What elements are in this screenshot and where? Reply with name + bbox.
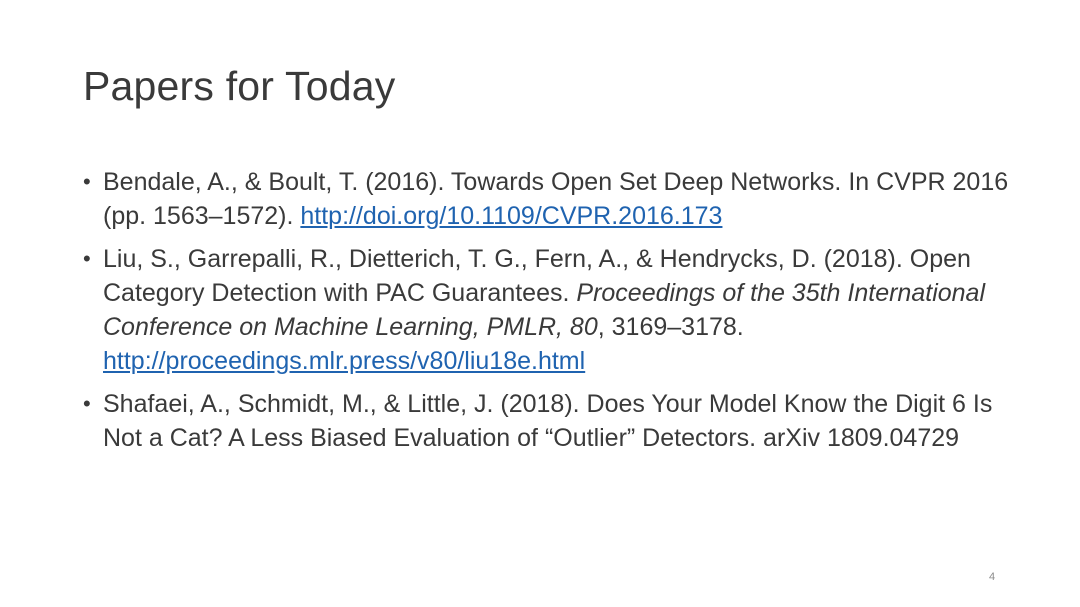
reference-pages: , 3169–3178. <box>597 313 744 341</box>
slide-title: Papers for Today <box>83 63 396 109</box>
reference-link-pmlr[interactable]: http://proceedings.mlr.press/v80/liu18e.html <box>103 347 586 375</box>
reference-list <box>83 165 1013 464</box>
reference-link-doi[interactable]: http://doi.org/10.1109/CVPR.2016.173 <box>300 202 723 230</box>
reference-item-liu <box>83 242 1013 378</box>
bullet-icon: • <box>83 169 91 194</box>
page-number: 4 <box>989 571 996 583</box>
reference-text: Shafaei, A., Schmidt, M., & Little, J. (2018). Does Your Model Know the Digit 6 Is Not a Cat? A Less Biased Evaluation of “Outlier” Detectors. arXiv 1809.04729 <box>103 390 993 452</box>
reference-venue: Proceedings of the 35th International Conference on Machine Learning, PMLR, 80 <box>103 279 986 341</box>
reference-item-bendale <box>83 165 1013 233</box>
reference-item-shafaei <box>83 387 1013 455</box>
bullet-icon: • <box>83 246 91 271</box>
reference-text: Liu, S., Garrepalli, R., Dietterich, T. G., Fern, A., & Hendrycks, D. (2018). Open Category Detection with PAC Guarantees. <box>103 245 971 307</box>
reference-text: Bendale, A., & Boult, T. (2016). Towards Open Set Deep Networks. In CVPR 2016 (pp. 1563–1572). <box>103 168 1009 230</box>
bullet-icon: • <box>83 391 91 416</box>
